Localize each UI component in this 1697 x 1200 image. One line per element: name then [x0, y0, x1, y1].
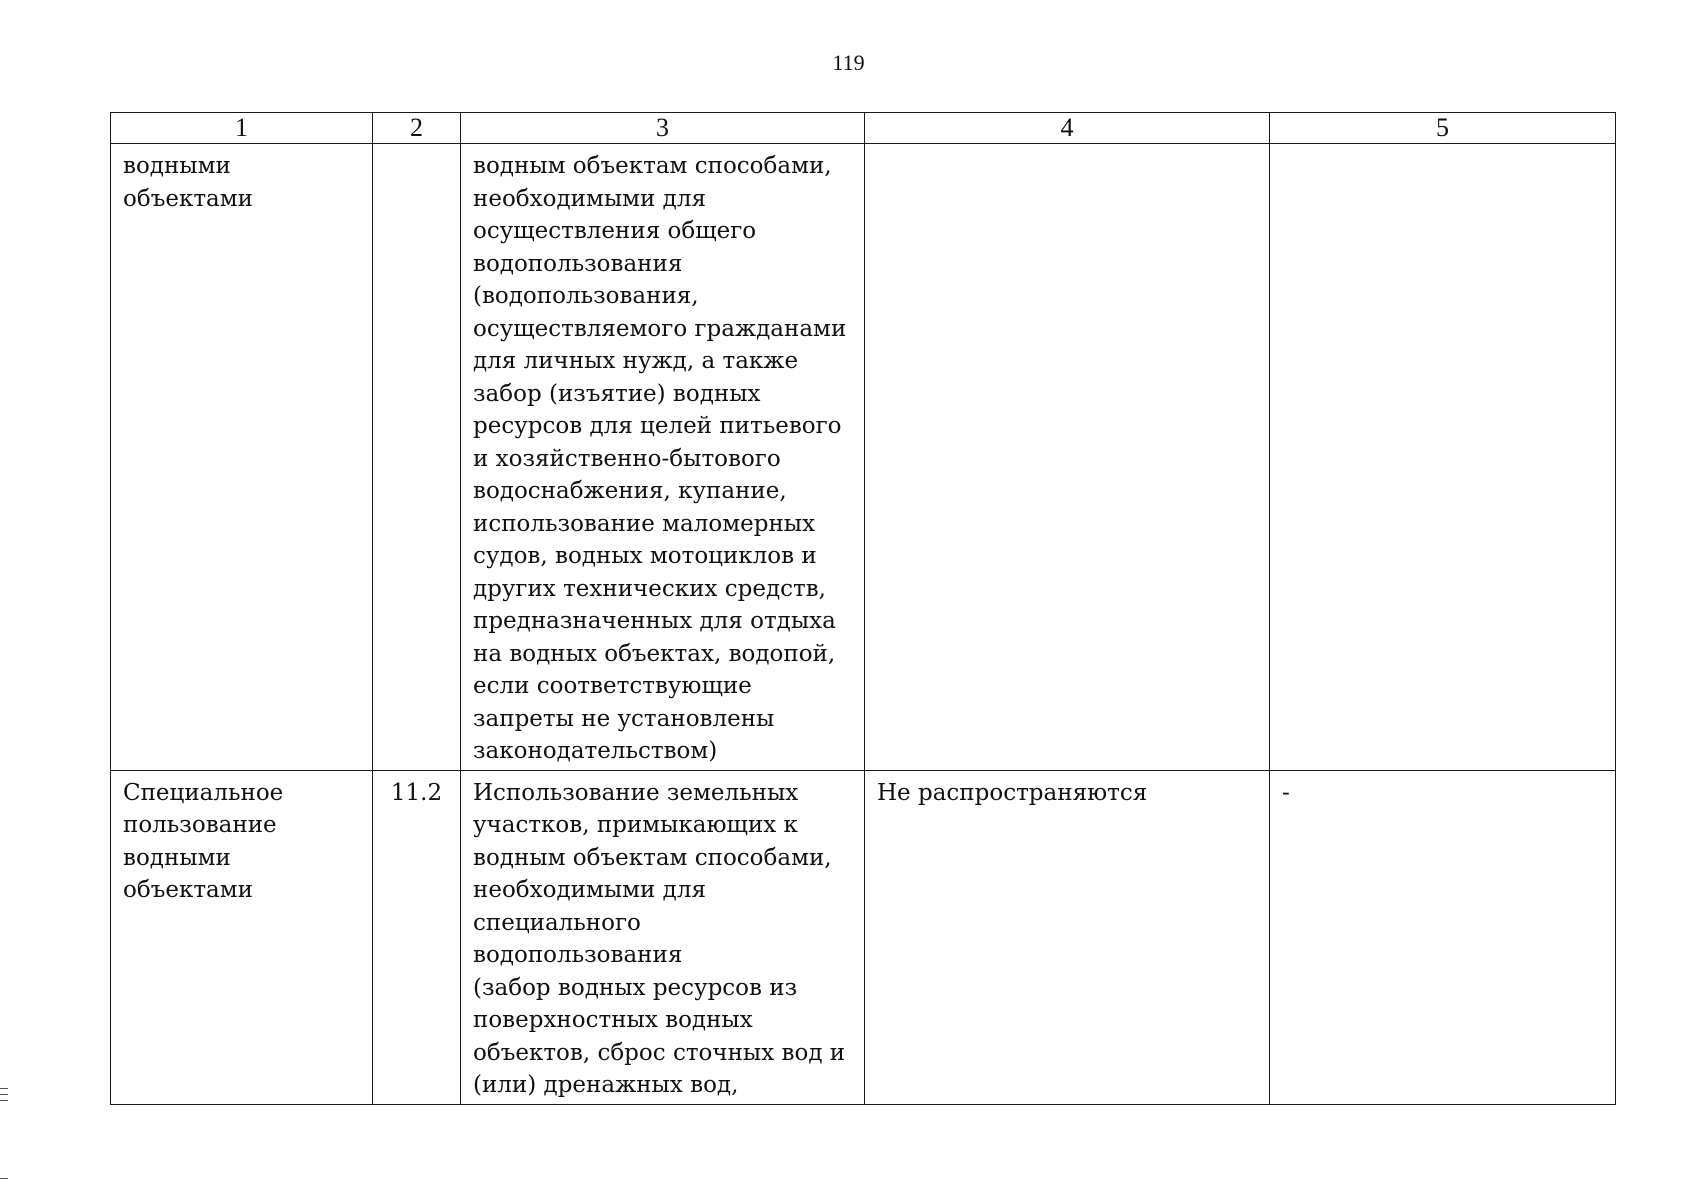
table-cell [373, 770, 461, 1104]
column-header-2: 2 [373, 113, 461, 144]
table-cell [461, 144, 865, 771]
scan-margin-mark [0, 1088, 8, 1089]
table-row [111, 144, 1616, 771]
table-cell [373, 144, 461, 771]
table-cell [1270, 770, 1616, 1104]
column-header-4: 4 [865, 113, 1270, 144]
document-table [110, 112, 1616, 1105]
row-description: Использование земельных участков, примыкающих к водным объектам способами, необходимыми для специального водопользования (забор водных ресурсов из поверхностных водных объектов, сброс сточных вод и (или) дренажных вод, [473, 779, 846, 1098]
table-cell [865, 770, 1270, 1104]
table-header-row [111, 113, 1616, 144]
page-number: 119 [832, 50, 865, 75]
table-cell [1270, 144, 1616, 771]
row-name: Специальное пользование водными объектами [123, 779, 284, 903]
row-parameters: Не распространяются [877, 779, 1148, 806]
row-name: водными объектами [123, 153, 253, 212]
column-header-1: 1 [111, 113, 373, 144]
table-cell [865, 144, 1270, 771]
column-header-5: 5 [1270, 113, 1616, 144]
scan-margin-mark [0, 1094, 8, 1095]
table-cell [111, 144, 373, 771]
row-description: водным объектам способами, необходимыми для осуществления общего водопользования (водопользования, осуществляемого гражданами для личных нужд, а также забор (изъятие) водных ресурсов для целей питьевого и хозяйственно-бытового водоснабжения, купание, использование маломерных судов, водных мотоциклов и других технических средств, предназначенных для отдыха на водных объектах, водопой, если соответствующие запреты не установлены законодательством) [473, 153, 847, 764]
table-cell [461, 770, 865, 1104]
table-row [111, 770, 1616, 1104]
table-cell [111, 770, 373, 1104]
scan-margin-mark [0, 1178, 8, 1179]
scan-margin-mark [0, 1100, 8, 1101]
row-restrictions: - [1282, 779, 1290, 806]
row-code: 11.2 [390, 779, 443, 806]
column-header-3: 3 [461, 113, 865, 144]
